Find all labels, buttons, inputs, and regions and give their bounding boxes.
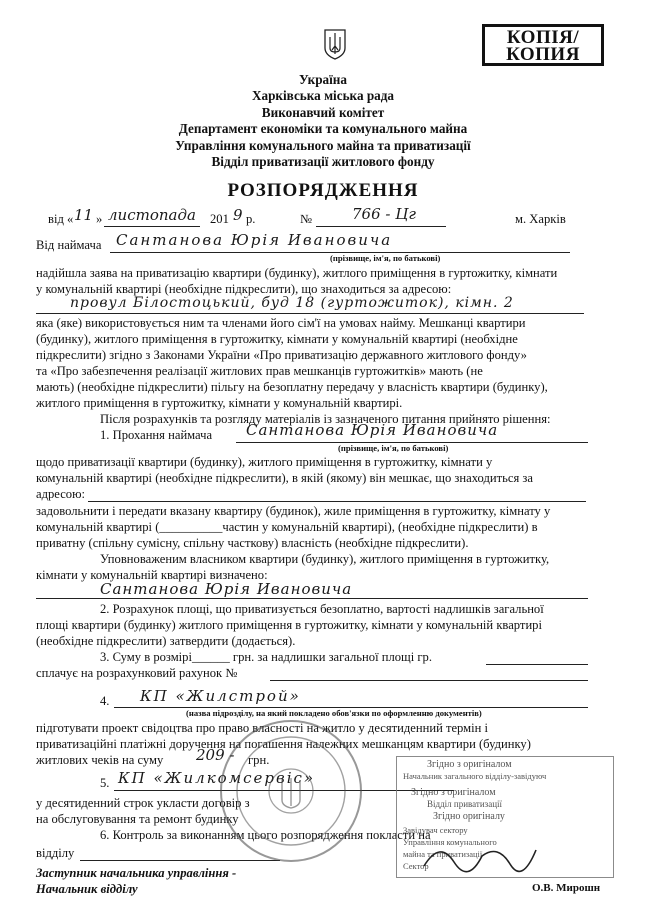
body-p28: 6. Контроль за виконанням цього розпорядження покласти на [100, 828, 431, 842]
body-p7: мають) (необхідне підкреслити) пільгу на безоплатну передачу у власність квартири (будинку), [36, 380, 548, 394]
date-day: 11 [74, 206, 94, 224]
cert-line-5: Згідно оригіналу [433, 811, 505, 822]
cert-line-2: Начальник загального відділу-завідуюч [403, 771, 547, 781]
number-line [316, 226, 446, 227]
authorized-owner: Сантанова Юрія Ивановича [100, 580, 353, 598]
cert-line-9: Сектор [403, 861, 429, 871]
body-p2: у комунальній квартирі (необхідне підкреслити), що знаходиться за адресою: [36, 282, 452, 296]
citizen-line [486, 664, 588, 665]
body-p10: щодо приватизації квартири (будинку), житлого приміщення в гуртожитку, кімнати у [36, 455, 493, 469]
official-seal-icon [216, 716, 366, 866]
owner-line [36, 598, 588, 599]
body-p19: площі квартири (будинку) житлого приміщення в гуртожитку, кімнати у комунальній квартирі [36, 618, 542, 632]
city: м. Харків [515, 212, 566, 226]
sum-value: 209 - [196, 746, 235, 764]
header-council: Харківська міська рада [251, 88, 395, 103]
header-division: Відділ приватизації житлового фонду [211, 154, 435, 169]
applicant-name: Сантанова Юрія Ивановича [116, 231, 393, 249]
item1-name: Сантанова Юрія Ивановича [246, 421, 499, 439]
body-p3: яка (яке) використовується ним та членами його сім'ї на умовах найму. Мешканці квартири [36, 316, 526, 330]
document-title: РОЗПОРЯДЖЕННЯ [227, 180, 419, 201]
item5-value: КП «Жилкомсервіс» [118, 769, 316, 787]
address-value: провул Білостоцький, буд 18 (гуртожиток), кімн. 2 [70, 295, 514, 311]
name-caption: (прізвище, ім'я, по батькові) [330, 253, 441, 263]
body-p21: 3. Суму в розмірі______ грн. за надлишки загальної площі гр. [100, 650, 432, 664]
body-p23: підготувати проект свідоцтва про право власності на житло у десятиденний термін і [36, 721, 489, 735]
coat-of-arms-icon [323, 28, 347, 60]
body-p6: та «Про забезпечення реалізації житлових прав мешканців гуртожитків» мають (не [36, 364, 483, 378]
signature-title-2: Начальник відділу [36, 882, 138, 896]
item5-label: 5. [100, 776, 110, 790]
header-committee: Виконавчий комітет [261, 105, 385, 120]
body-p15: приватну (спільну сумісну, спільну часткову) власність (необхідне підкреслити). [36, 536, 469, 550]
cert-line-7: Управління комунального [403, 837, 497, 847]
name-caption-2: (прізвище, ім'я, по батькові) [338, 443, 449, 453]
body-p8: житлого приміщення в гуртожитку, кімнати у комунальній квартирі. [36, 396, 403, 410]
signature-title-1: Заступник начальника управління - [36, 866, 237, 880]
sum-unit: грн. [248, 753, 270, 767]
body-p1: надійшла заява на приватизацію квартири (будинку), житлого приміщення в гуртожитку, кімнати [36, 266, 558, 280]
address-line-2 [88, 501, 586, 502]
body-p12: адресою: [36, 487, 85, 501]
body-p20: (необхідне підкреслити) затвердити (додається). [36, 634, 296, 648]
cert-line-4: Відділ приватизації [427, 799, 503, 809]
item1-label: 1. Прохання наймача [100, 428, 213, 442]
body-p5: підкреслити) згідно з Законами України «Про приватизацію державного житлового фонду» [36, 348, 527, 362]
date-prefix: від « [48, 212, 74, 226]
from-label: Від наймача [36, 238, 102, 252]
number-label: № [300, 212, 313, 226]
body-p11: комунальній квартирі (необхідне підкреслити), в якій (якому) він мешкає, що знаходиться за [36, 471, 533, 485]
body-p16: Уповноваженим власником квартири (будинку), житлого приміщення в гуртожитку, [100, 552, 550, 566]
body-p29: відділу [36, 846, 75, 860]
year-tail: р. [246, 212, 256, 226]
month-line [104, 226, 200, 227]
item4-caption: (назва підрозділу, на який покладено обов'язки по оформленню документів) [186, 708, 482, 718]
body-p24: приватизаційні платіжні доручення на погашення належних мешканцям квартири (будинку) [36, 737, 531, 751]
body-p4: (будинку), житлого приміщення в гуртожитку, кімнати у комунальній квартирі (необхідне [36, 332, 518, 346]
cert-line-6: Завідувач сектору [403, 825, 468, 835]
body-p9: Після розрахунків та розгляду матеріалів із зазначеного питання прийнято рішення: [100, 412, 551, 426]
header-department: Департамент економіки та комунального майна [178, 121, 468, 136]
cert-line-8: майна та приватизації [403, 849, 483, 859]
signatory-name: О.В. Мирошн [532, 882, 601, 894]
item4-label: 4. [100, 694, 110, 708]
year-prefix: 201 [210, 212, 229, 226]
signature-scribble-icon [420, 836, 540, 876]
address-line [36, 313, 584, 314]
cert-line-3: Згідно з оригіналом [411, 787, 496, 798]
year-suffix: 9 [233, 206, 243, 224]
header-directorate: Управління комунального майна та приватизації [175, 138, 471, 153]
body-p18: 2. Розрахунок площі, що приватизується безоплатно, вартості надлишків загальної [100, 602, 544, 616]
body-p14: комунальній квартирі (__________частин у комунальній квартирі), (необхідне підкреслити) в [36, 520, 538, 534]
body-p22: сплачує на розрахунковий рахунок № [36, 666, 238, 680]
body-p17: кімнати у комунальній квартирі визначено: [36, 568, 268, 582]
account-line [270, 680, 588, 681]
body-p13: задовольнити і передати вказану квартиру (будинок), жиле приміщення в гуртожитку, кімнату у [36, 504, 551, 518]
cert-line-1: Згідно з оригіналом [427, 759, 512, 770]
body-p26: у десятиденний строк укласти договір з [36, 796, 250, 810]
date-mid: » [96, 212, 103, 226]
item4-value: КП «Жилстрой» [140, 687, 301, 705]
body-p25: житлових чеків на суму [36, 753, 164, 767]
header-country: Україна [299, 72, 347, 87]
body-p27: на обслуговування та ремонт будинку [36, 812, 239, 826]
order-number: 766 - Цг [352, 205, 416, 223]
copy-stamp: КОПІЯ/ КОПИЯ [482, 24, 604, 66]
date-month: листопада [108, 206, 196, 224]
